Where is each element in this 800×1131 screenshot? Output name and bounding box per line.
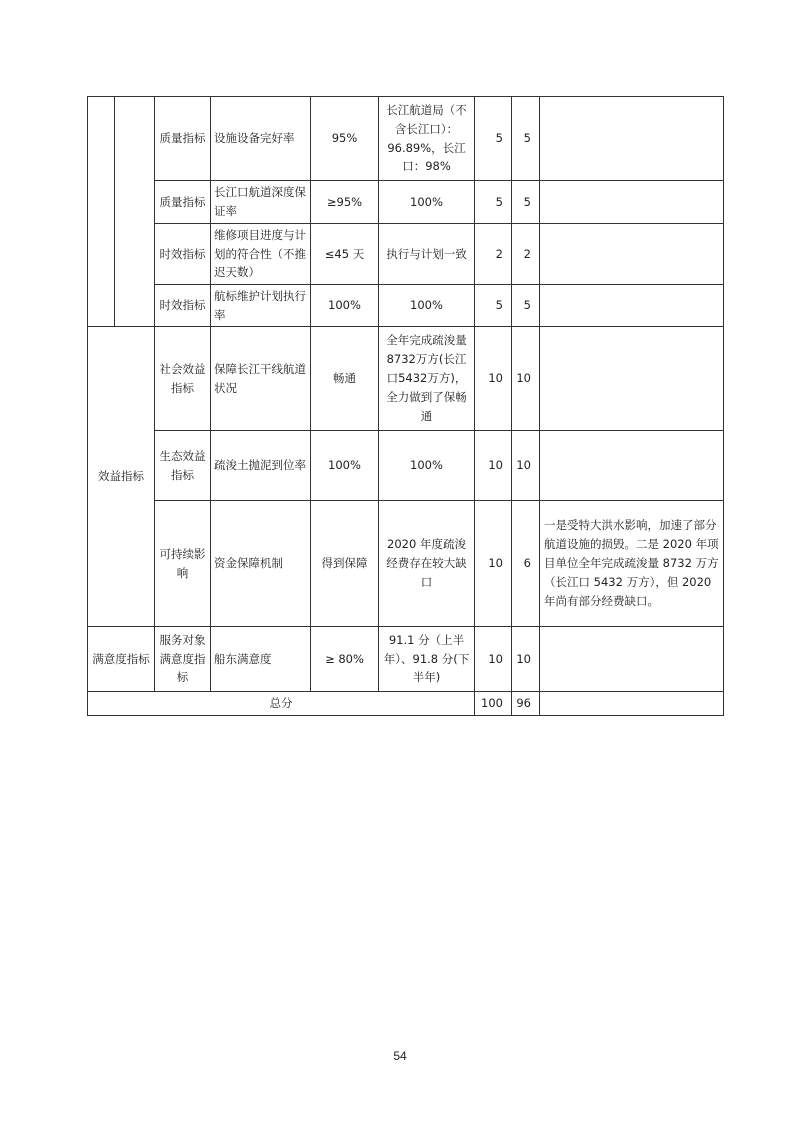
target-cell: 100% <box>311 431 379 501</box>
level3-cell: 设施设备完好率 <box>211 97 311 181</box>
score-cell: 5 <box>512 97 540 181</box>
total-note-empty <box>540 692 724 716</box>
target-cell: 畅通 <box>311 327 379 431</box>
weight-cell: 10 <box>475 501 512 627</box>
weight-cell: 10 <box>475 327 512 431</box>
level3-cell: 保障长江干线航道状况 <box>211 327 311 431</box>
level3-cell: 疏浚土抛泥到位率 <box>211 431 311 501</box>
performance-indicator-table <box>87 96 724 716</box>
weight-cell: 2 <box>475 224 512 285</box>
score-cell: 5 <box>512 181 540 224</box>
level1-cell: 效益指标 <box>88 327 155 627</box>
total-score: 96 <box>512 692 540 716</box>
total-weight: 100 <box>475 692 512 716</box>
note-cell <box>540 627 724 692</box>
level3-cell: 船东满意度 <box>211 627 311 692</box>
actual-cell: 执行与计划一致 <box>379 224 475 285</box>
level2-cell: 服务对象满意度指标 <box>155 627 211 692</box>
table-row <box>88 224 724 285</box>
note-cell <box>540 285 724 327</box>
score-cell: 10 <box>512 431 540 501</box>
weight-cell: 5 <box>475 181 512 224</box>
note-cell <box>540 97 724 181</box>
actual-cell: 100% <box>379 431 475 501</box>
score-cell: 5 <box>512 285 540 327</box>
table-row <box>88 431 724 501</box>
level3-cell: 长江口航道深度保证率 <box>211 181 311 224</box>
table-row <box>88 327 724 431</box>
actual-cell: 100% <box>379 285 475 327</box>
target-cell: 得到保障 <box>311 501 379 627</box>
level2-cell: 时效指标 <box>155 224 211 285</box>
target-cell: ≤45 天 <box>311 224 379 285</box>
target-cell: ≥95% <box>311 181 379 224</box>
actual-cell: 100% <box>379 181 475 224</box>
score-cell: 10 <box>512 327 540 431</box>
score-cell: 10 <box>512 627 540 692</box>
note-cell <box>540 224 724 285</box>
level2-cell: 质量指标 <box>155 181 211 224</box>
score-cell: 6 <box>512 501 540 627</box>
total-row <box>88 692 724 716</box>
weight-cell: 10 <box>475 431 512 501</box>
level3-cell: 维修项目进度与计划的符合性（不推迟天数） <box>211 224 311 285</box>
level1-cell: 满意度指标 <box>88 627 155 692</box>
table-row <box>88 501 724 627</box>
level1-empty-cell <box>88 97 115 327</box>
level2-cell: 可持续影响 <box>155 501 211 627</box>
level3-cell: 资金保障机制 <box>211 501 311 627</box>
actual-cell: 全年完成疏浚量8732万方(长江口5432万方)，全力做到了保畅通 <box>379 327 475 431</box>
table-row <box>88 627 724 692</box>
target-cell: ≥ 80% <box>311 627 379 692</box>
actual-cell: 长江航道局（不含长江口）：96.89%，长江口：98% <box>379 97 475 181</box>
score-cell: 2 <box>512 224 540 285</box>
weight-cell: 5 <box>475 97 512 181</box>
level2-cell: 社会效益指标 <box>155 327 211 431</box>
note-cell <box>540 327 724 431</box>
page-number: 54 <box>393 1049 407 1063</box>
weight-cell: 5 <box>475 285 512 327</box>
target-cell: 100% <box>311 285 379 327</box>
table-row <box>88 181 724 224</box>
level2-cell: 质量指标 <box>155 97 211 181</box>
note-cell <box>540 181 724 224</box>
table-row <box>88 97 724 181</box>
level1b-empty-cell <box>115 97 155 327</box>
weight-cell: 10 <box>475 627 512 692</box>
level2-cell: 时效指标 <box>155 285 211 327</box>
level3-cell: 航标维护计划执行率 <box>211 285 311 327</box>
table-row <box>88 285 724 327</box>
actual-cell: 2020 年度疏浚经费存在较大缺口 <box>379 501 475 627</box>
note-cell <box>540 431 724 501</box>
target-cell: 95% <box>311 97 379 181</box>
actual-cell: 91.1 分（上半年）、91.8 分(下半年) <box>379 627 475 692</box>
level2-cell: 生态效益指标 <box>155 431 211 501</box>
total-label: 总分 <box>88 692 475 716</box>
note-cell: 一是受特大洪水影响，加速了部分航道设施的损毁。二是 2020 年项目单位全年完成疏浚量 8732 万方（长江口 5432 万方），但 2020 年尚有部分经费缺口。 <box>540 501 724 627</box>
